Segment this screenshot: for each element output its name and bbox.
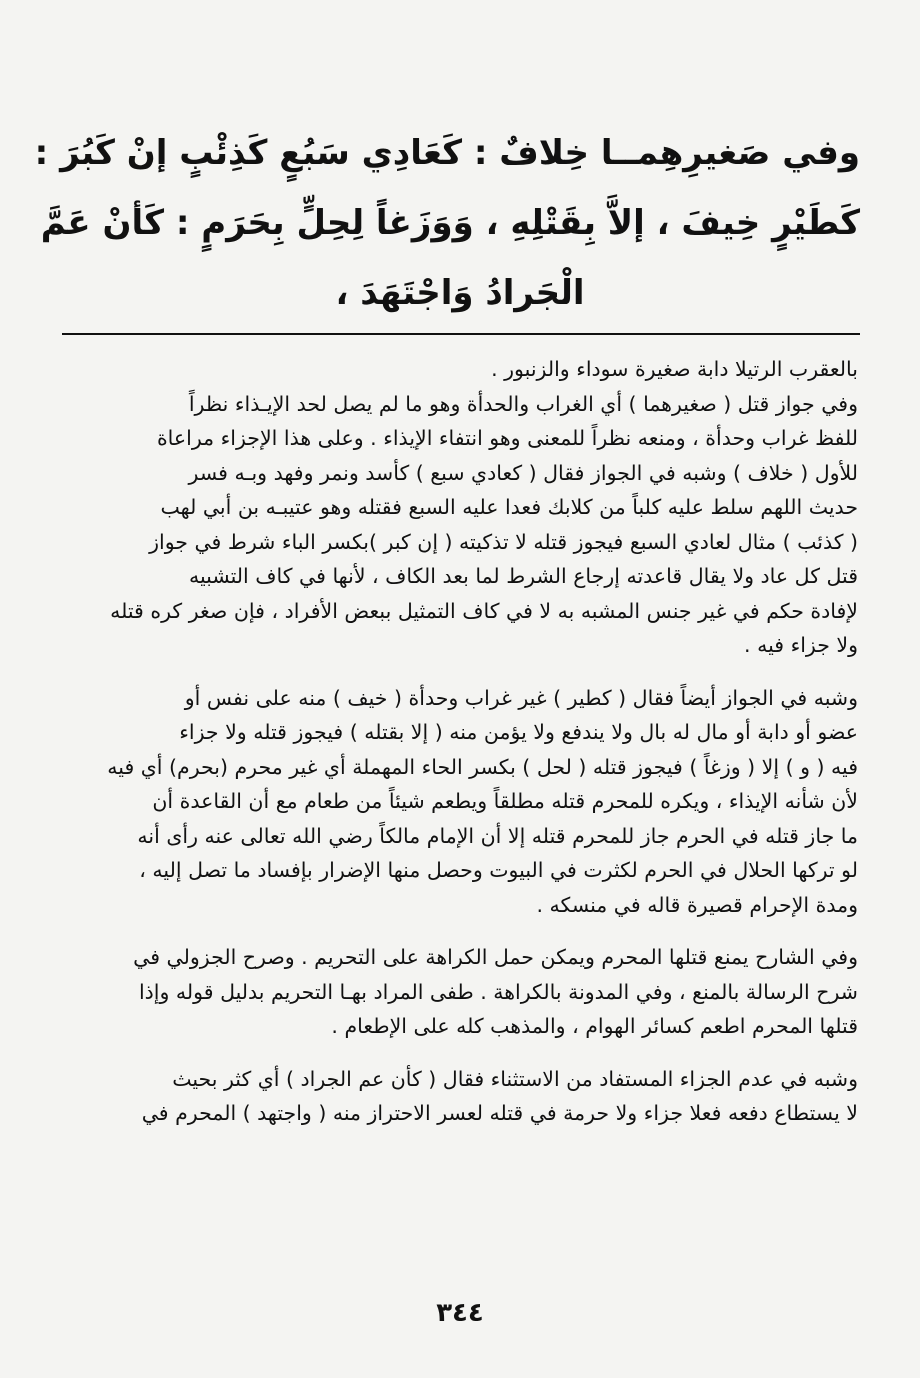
- text-line: قتل كل عاد ولا يقال قاعدته إرجاع الشرط لما بعد الكاف ، لأنها في كاف التشبيه: [188, 564, 858, 588]
- text-line: ومدة الإحرام قصيرة قاله في منسكه .: [536, 892, 858, 917]
- text-line: لا يستطاع دفعه فعلا جزاء ولا حرمة في قتله لعسر الاحتراز منه ( واجتهد ) المحرم في: [141, 1101, 858, 1125]
- text-line: قتلها المحرم اطعم كسائر الهوام ، والمذهب كله على الإطعام .: [331, 1014, 858, 1038]
- text-line: عضو أو دابة أو مال له بال ولا يندفع ولا يؤمن منه ( إلا بقتله ) فيجوز قتله ولا جزاء: [179, 720, 858, 744]
- commentary-block: [60, 352, 858, 1131]
- text-line: للفظ غراب وحدأة ، ومنعه نظراً للمعنى وهو انتفاء الإيذاء . وعلى هذا الإجزاء مراعاة: [156, 426, 858, 450]
- paragraph-4: [60, 940, 858, 1044]
- paragraph-gap: [60, 1044, 858, 1062]
- text-line: حديث اللهم سلط عليه كلباً من كلابك فعدا عليه السبع فقتله وهو عتيبـه بن أبي لهب: [160, 495, 858, 519]
- text-line: فيه ( و ) إلا ( وزغاً ) فيجوز قتله ( لحل ) بكسر الحاء المهملة أي غير محرم (بحرم) أي فيه: [107, 754, 858, 779]
- paragraph-1: [60, 352, 858, 387]
- paragraph-3: [60, 681, 858, 923]
- text-line: ولا جزاء فيه .: [744, 633, 858, 657]
- matn-line: كَطَيْرٍ خِيفَ ، إلاَّ بِقَتْلِهِ ، وَوَزَغاً لِحِلٍّ بِحَرَمٍ : كَأنْ عَمَّ: [40, 203, 860, 243]
- paragraph-2: [60, 387, 858, 663]
- separator-rule: [62, 333, 860, 335]
- text-line: وشبه في عدم الجزاء المستفاد من الاستثناء فقال ( كأن عم الجراد ) أي كثر بحيث: [172, 1066, 858, 1091]
- paragraph-gap: [60, 922, 858, 940]
- text-line: ما جاز قتله في الحرم جاز للمحرم قتله إلا أن الإمام مالكاً رضي الله تعالى عنه رأى أنه: [137, 823, 858, 848]
- text-line: بالعقرب الرتيلا دابة صغيرة سوداء والزنبور .: [491, 357, 858, 381]
- text-line: وشبه في الجواز أيضاً فقال ( كطير ) غير غراب وحدأة ( خيف ) منه على نفس أو: [184, 685, 858, 710]
- text-line: لو تركها الحلال في الحرم لكثرت في البيوت وحصل منها الإضرار بإفساد ما تصل إليه ،: [139, 858, 858, 882]
- matn-line: وفي صَغيرِهِمــا خِلافٌ : كَعَادِي سَبُعٍ كَذِئْبٍ إنْ كَبُرَ :: [34, 133, 860, 173]
- text-line: لإفادة حكم في غير جنس المشبه به لا في كاف التمثيل ببعض الأفراد ، فإن صغر كره قتله: [110, 598, 858, 623]
- page-number: ٣٤٤: [436, 1298, 484, 1328]
- text-line: وفي جواز قتل ( صغيرهما ) أي الغراب والحدأة وهو ما لم يصل لحد الإيـذاء نظراً: [188, 391, 858, 416]
- paragraph-gap: [60, 663, 858, 681]
- matn-verse-block: [34, 118, 860, 328]
- text-line: ( كذئب ) مثال لعادي السبع فيجوز قتله لا تذكيته ( إن كبر )بكسر الباء شرط في جواز: [149, 529, 858, 554]
- matn-line: الْجَرادُ وَاجْتَهَدَ ،: [335, 273, 585, 313]
- text-line: شرح الرسالة بالمنع ، وفي المدونة بالكراهة . طفى المراد بهـا التحريم بدليل قوله وإذا: [138, 979, 858, 1004]
- text-line: لأن شأنه الإيذاء ، ويكره للمحرم قتله مطلقاً ويطعم شيئاً من طعام مع أن القاعدة أن: [152, 789, 858, 813]
- paragraph-5: [60, 1062, 858, 1131]
- text-line: وفي الشارح يمنع قتلها المحرم ويمكن حمل الكراهة على التحريم . وصرح الجزولي في: [133, 945, 858, 969]
- text-line: للأول ( خلاف ) وشبه في الجواز فقال ( كعادي سبع ) كأسد ونمر وفهد وبـه فسر: [188, 460, 858, 485]
